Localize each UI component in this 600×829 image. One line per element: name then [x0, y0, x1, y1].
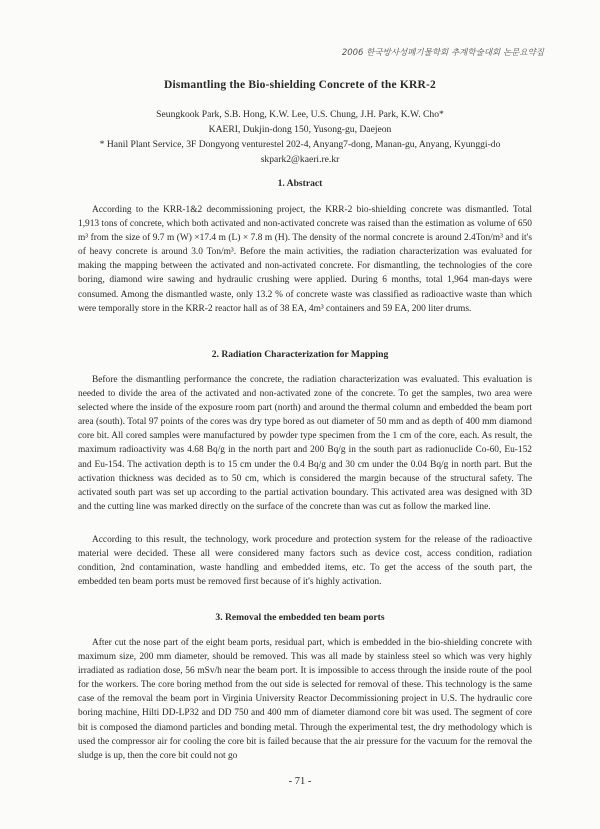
author-affiliation-secondary: * Hanil Plant Service, 3F Dongyong venturestel 202-4, Anyang7-dong, Manan-gu, Anyang, Kyunggi-do	[99, 139, 501, 150]
author-block	[0, 107, 600, 152]
author-affiliation: KAERI, Dukjin-dong 150, Yusong-gu, Daejeon	[208, 124, 392, 135]
section-heading-abstract: 1. Abstract	[277, 178, 323, 189]
section-heading-radiation-characterization: 2. Radiation Characterization for Mapping	[211, 349, 389, 360]
beam-port-paragraph: After cut the nose part of the eight beam ports, residual part, which is embedded in the bio-shielding concrete with maximum size, 200 mm diameter, should be removed. This was all made by stainless steel so which was very highly irradiated as radiation dose, 56 mSv/h near the beam port. It is impossible to access through the inside route of the pool for the workers. The core boring method from the out side is selected for removal of these. This technology is the same case of the removal the beam port in Virginia University Reactor Decommissioning project in U.S. The hydraulic core boring machine, Hilti DD-LP32 and DD 750 and 400 mm of diameter diamond core bit was used. The segment of core bit is composed the diamond particles and bonding metal. Through the experimental test, the dry methodology which is used the compressor air for cooling the core bit is failed because that the air pressure for the vacuum for the removal the sludge is up, then the core bit could not go	[78, 638, 532, 761]
section-heading-beam-ports: 3. Removal the embedded ten beam ports	[215, 612, 385, 623]
abstract-paragraph: According to the KRR-1&2 decommissioning project, the KRR-2 bio-shielding concrete was dismantled. Total 1,913 tons of concrete, which both activated and non-activated concrete was raised than the estimation as volume of 650 m³ from the size of 9.7 m (W) ×17.4 m (L) × 7.8 m (H). The density of the normal concrete is around 2.4Ton/m³ and it's of heavy concrete is around 3.0 Ton/m³. Before the main activities, the radiation characterization was evaluated for making the mapping between the activated and non-activated concrete. For dismantling, the technologies of the core boring, diamond wire sawing and hydraulic crushing were applied. During 6 months, total 1,964 man-days were consumed. Among the dismantled waste, only 13.2 % of concrete waste was classified as radioactive waste than which were temporally store in the KRR-2 reactor hall as of 38 EA, 4m³ containers and 59 EA, 200 liter drums.	[78, 205, 532, 314]
paper-title: Dismantling the Bio-shielding Concrete of the KRR-2	[164, 79, 436, 91]
radiation-paragraph-2: According to this result, the technology, work procedure and protection system for the release of the radioactive material were decided. These all were considered many factors such as device cost, access condition, radiation condition, 2nd contamination, waste handling and embedded items, etc. To get the access of the south part, the embedded ten beam ports must be removed first because of it's highly activation.	[78, 535, 532, 588]
radiation-paragraph-1: Before the dismantling performance the concrete, the radiation characterization was evaluated. This evaluation is needed to divide the area of the activated and non-activated zone of the concrete. To get the samples, two area were selected where the inside of the exposure room part (north) and around the thermal column and embedded the beam port area (south). Total 97 points of the cores was dry type bored as out diameter of 50 mm and as depth of 400 mm diamond core bit. All cored samples were manufactured by powder type specimen from the 1 cm of the core, each. As result, the maximum radioactivity was 4.68 Bq/g in the north part and 200 Bq/g in the south part as radionuclide Co-60, Eu-152 and Eu-154. The activation depth is to 15 cm under the 0.4 Bq/g and 30 cm under the 0.04 Bq/g in north part. But the activation thickness was decided as to 50 cm, which is considered the margin because of the structural safety. The activated south part was set up according to the partial activation boundary. This activated area was designed with 3D and the cutting line was marked directly on the surface of the concrete than was cut as follow the marked line.	[78, 375, 532, 512]
author-names: Seungkook Park, S.B. Hong, K.W. Lee, U.S. Chung, J.H. Park, K.W. Cho*	[156, 109, 444, 120]
page-number: - 71 -	[288, 776, 312, 787]
proceedings-header: 2006 한국방사성폐기물학회 추계학술대회 논문요약집	[341, 48, 544, 58]
contact-email: skpark2@kaeri.re.kr	[260, 154, 340, 165]
